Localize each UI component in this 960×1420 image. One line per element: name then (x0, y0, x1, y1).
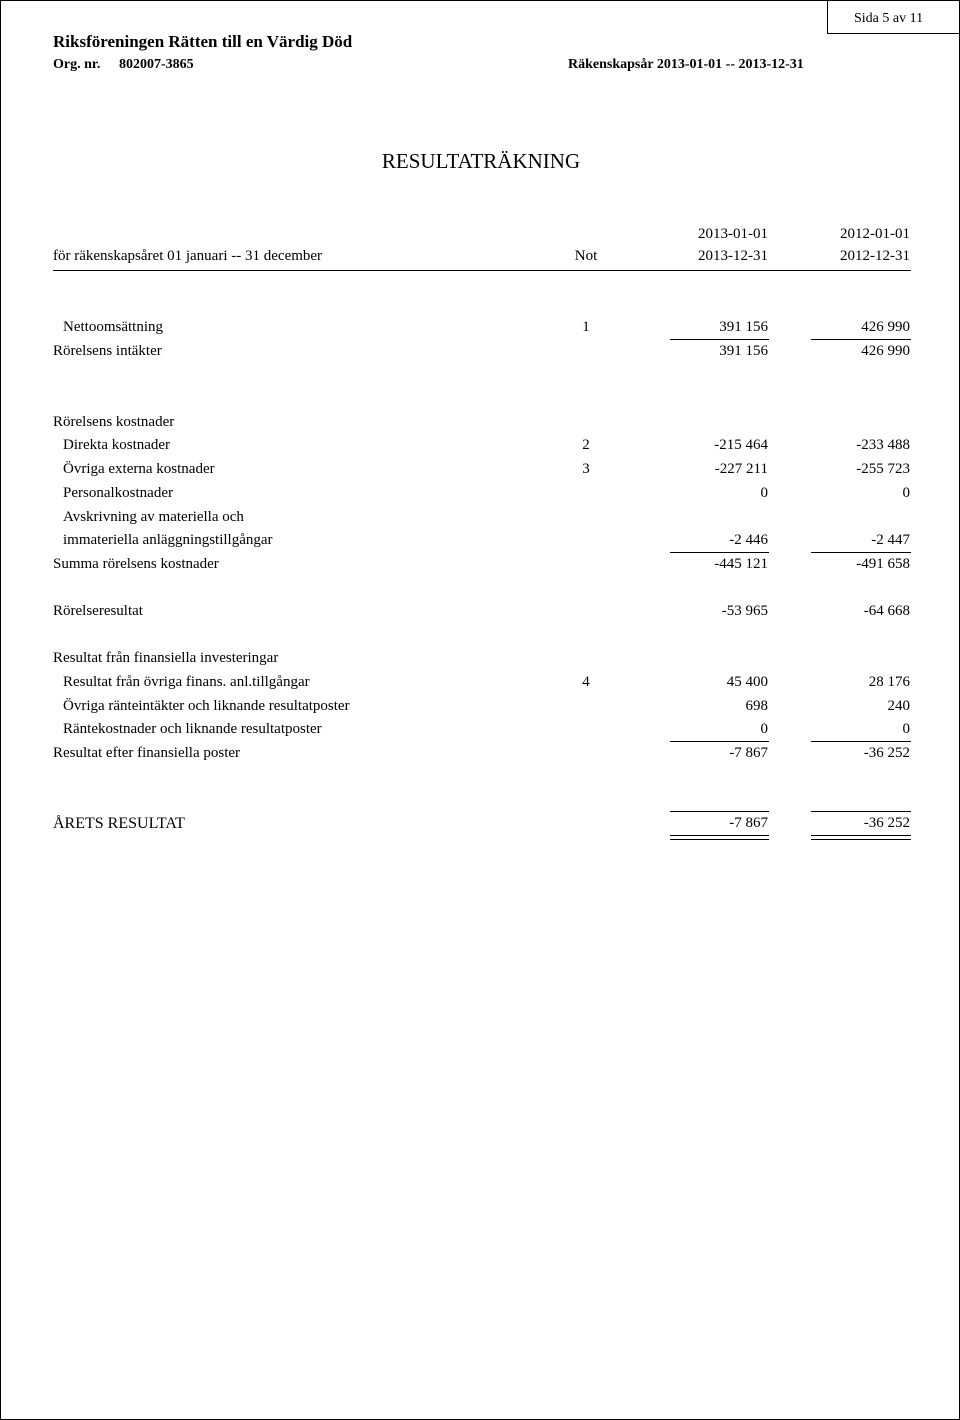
subtotal-rule (811, 552, 911, 553)
row-label: Direkta kostnader (63, 437, 171, 453)
row-label: Övriga externa kostnader (63, 461, 215, 477)
row-previous: -233 488 (856, 437, 910, 453)
row-label: Resultat efter finansiella poster (53, 745, 241, 761)
row-current: 45 400 (726, 674, 768, 690)
row-label: Rörelsens intäkter (53, 343, 162, 359)
row-label: Resultat från övriga finans. anl.tillgångar (63, 674, 310, 690)
section-heading: Resultat från finansiella investeringar (53, 650, 279, 666)
row-current: 391 156 (719, 319, 768, 335)
current-period-from: 2013-01-01 (698, 226, 768, 242)
row-label: Nettoomsättning (63, 319, 163, 335)
row-current: -2 446 (729, 532, 768, 548)
total-top-rule (670, 811, 769, 812)
double-rule-bottom (811, 839, 911, 840)
organization-name: Riksföreningen Rätten till en Värdig Död (53, 32, 353, 51)
previous-period-from: 2012-01-01 (840, 226, 910, 242)
total-top-rule (811, 811, 911, 812)
subtotal-rule (670, 741, 769, 742)
subtotal-rule (811, 741, 911, 742)
row-current: -227 211 (714, 461, 768, 477)
row-previous: 0 (902, 721, 910, 737)
row-current: 698 (745, 698, 768, 714)
row-previous: -2 447 (871, 532, 910, 548)
previous-period-to: 2012-12-31 (840, 248, 910, 264)
row-previous: -36 252 (863, 745, 910, 761)
total-current: -7 867 (729, 815, 768, 831)
row-current: -445 121 (714, 556, 768, 572)
row-previous: 0 (902, 485, 910, 501)
row-current: 391 156 (719, 343, 768, 359)
subtotal-rule (811, 339, 911, 340)
not-column-header: Not (574, 248, 598, 264)
section-heading: Rörelsens kostnader (53, 414, 175, 430)
row-not: 4 (582, 674, 590, 690)
double-rule-top (670, 835, 769, 836)
row-previous: 426 990 (861, 319, 910, 335)
row-previous: 28 176 (868, 674, 910, 690)
double-rule-bottom (670, 839, 769, 840)
row-previous: -64 668 (863, 603, 910, 619)
period-label: för räkenskapsåret 01 januari -- 31 december (53, 248, 323, 264)
row-current: -53 965 (721, 603, 768, 619)
row-label: Rörelseresultat (53, 603, 143, 619)
current-period-to: 2013-12-31 (698, 248, 768, 264)
row-label: Summa rörelsens kostnader (53, 556, 219, 572)
page-number: Sida 5 av 11 (827, 1, 959, 34)
row-not: 2 (582, 437, 590, 453)
total-previous: -36 252 (863, 815, 910, 831)
row-current: -7 867 (729, 745, 768, 761)
row-current: 0 (760, 485, 768, 501)
row-previous: -491 658 (856, 556, 910, 572)
row-current: -215 464 (714, 437, 768, 453)
row-label: Personalkostnader (63, 485, 173, 501)
row-previous: 426 990 (861, 343, 910, 359)
row-label: Avskrivning av materiella och (63, 509, 244, 525)
row-not: 1 (582, 319, 590, 335)
row-not: 3 (582, 461, 590, 477)
row-previous: 240 (887, 698, 910, 714)
subtotal-rule (670, 339, 769, 340)
double-rule-top (811, 835, 911, 836)
row-label: immateriella anläggningstillgångar (63, 532, 273, 548)
subtotal-rule (670, 552, 769, 553)
row-previous: -255 723 (856, 461, 910, 477)
row-current: 0 (760, 721, 768, 737)
org-number-label: Org. nr. (53, 57, 101, 72)
header-rule (53, 270, 911, 271)
row-label: Räntekostnader och liknande resultatposter (63, 721, 322, 737)
report-title: RESULTATRÄKNING (381, 149, 581, 173)
org-number: 802007-3865 (119, 57, 194, 72)
row-label: Övriga ränteintäkter och liknande resultatposter (63, 698, 350, 714)
total-label: ÅRETS RESULTAT (53, 815, 185, 832)
fiscal-year: Räkenskapsår 2013-01-01 -- 2013-12-31 (568, 57, 804, 72)
